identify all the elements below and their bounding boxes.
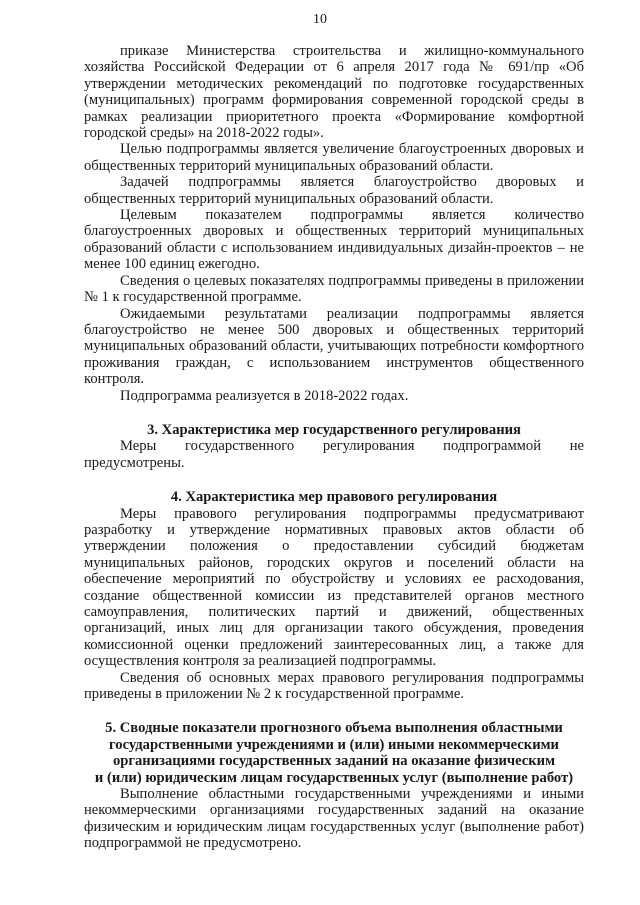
document-body	[84, 43, 584, 852]
goal-paragraph: Целью подпрограммы является увеличение благоустроенных дворовых и общественных территорий муниципальных образований области.	[84, 141, 584, 174]
page-number: 10	[313, 12, 327, 27]
section4-text-1: Меры правового регулирования подпрограммы предусматривают разработку и утверждение нормативных правовых актов области об утверждении положения о предоставлении субсидий бюджетам муниципальных районов, городских округов и поселений области на обеспечение мероприятий по обустройству и условиях ее расходования, создание общественной комиссии из представителей органов местного самоуправления, политических партий и движений, общественных организаций, иных лиц для организации такого обсуждения, проведения комиссионной оценки предложений заинтересованных лиц, а также для осуществления контроля за реализацией подпрограммы.	[84, 505, 584, 670]
period-paragraph: Подпрограмма реализуется в 2018-2022 годах.	[120, 387, 409, 404]
section5-heading-line4: и (или) юридическим лицам государственных услуг (выполнение работ)	[94, 769, 574, 786]
task-paragraph: Задачей подпрограммы является благоустройство дворовых и общественных территорий муниципальных образований области.	[84, 174, 584, 207]
indicator-paragraph: Целевым показателем подпрограммы является количество благоустроенных дворовых и общественных территорий муниципальных образований области с использованием индивидуальных дизайн-проектов – не менее 100 единиц ежегодно.	[84, 207, 584, 273]
section5-heading-line1: 5. Сводные показатели прогнозного объема выполнения областными	[105, 720, 563, 737]
section4-text-2: Сведения об основных мерах правового регулирования подпрограммы приведены в приложении № 2 к государственной программе.	[84, 669, 584, 703]
expected-results-paragraph: Ожидаемыми результатами реализации подпрограммы является благоустройство не менее 500 дворовых и общественных территорий муниципальных образований области, учитывающих потребности комфортного проживания граждан, с использованием инструментов общественного контроля.	[84, 305, 584, 388]
section3-heading: 3. Характеристика мер государственного регулирования	[147, 421, 521, 438]
intro-paragraph: приказе Министерства строительства и жилищно-коммунального хозяйства Российской Федерации от 6 апреля 2017 года № 691/пр «Об утверждении методических рекомендаций по подготовке государственных (муниципальных) программ формирования современной городской среды в рамках реализации приоритетного проекта «Формирование комфортной городской среды» на 2018-2022 годы».	[84, 43, 584, 142]
section5-heading	[84, 720, 584, 786]
section5-heading-line3: организациями государственных заданий на оказание физическим	[112, 753, 556, 770]
section5-heading-line2: государственными учреждениями и (или) иными некоммерческими	[109, 736, 559, 753]
section4-heading: 4. Характеристика мер правового регулирования	[170, 489, 498, 506]
indicators-info-paragraph: Сведения о целевых показателях подпрограммы приведены в приложении № 1 к государственной программе.	[84, 272, 584, 306]
section3-text: Меры государственного регулирования подпрограммой не предусмотрены.	[84, 438, 584, 471]
section5-text: Выполнение областными государственными учреждениями и иными некоммерческими организациями государственных заданий на оказание физическим и юридическим лицам государственных услуг (выполнение работ) подпрограммой не предусмотрено.	[84, 786, 584, 852]
